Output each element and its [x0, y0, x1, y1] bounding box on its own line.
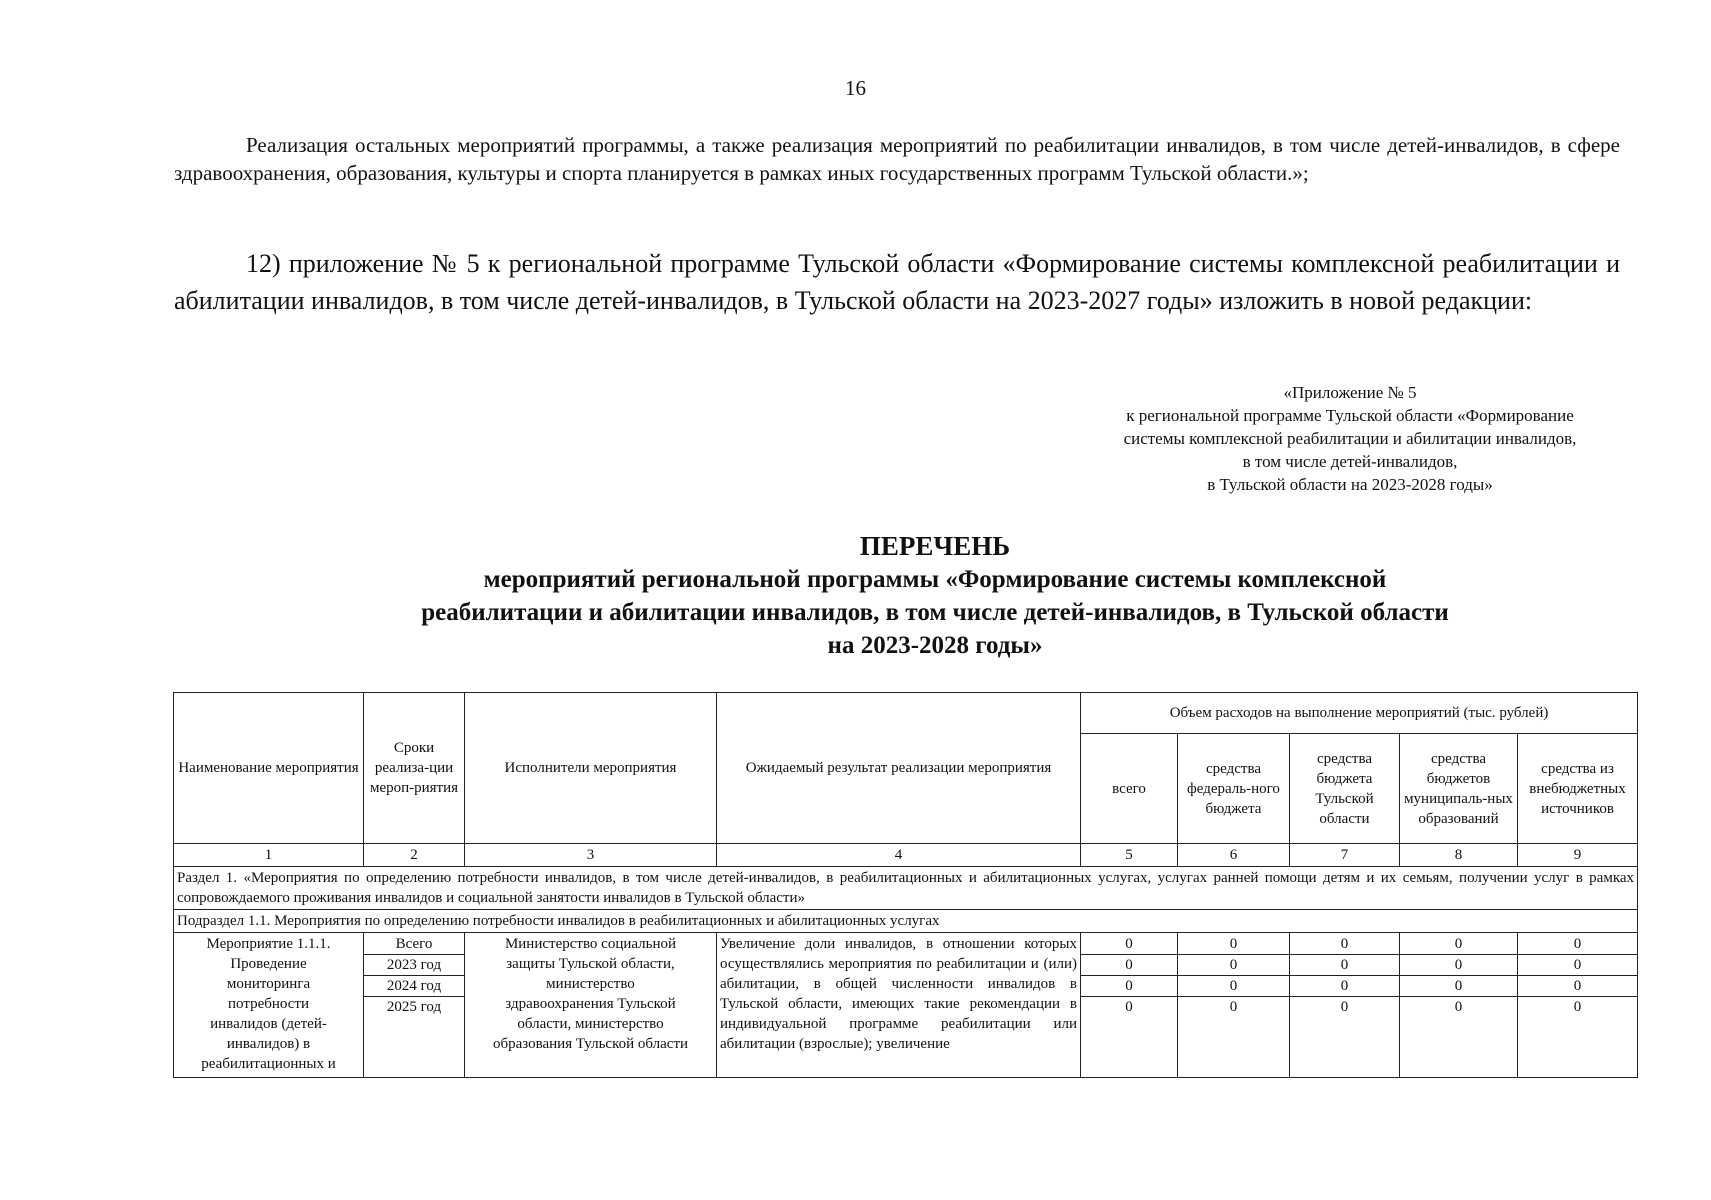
value-cell: 0 — [1340, 999, 1349, 1015]
activity-name-line: Проведение — [230, 956, 307, 972]
appendix-line: к региональной программе Тульской области «Формирование — [1126, 406, 1574, 425]
title-line: мероприятий региональной программы «Формирование системы комплексной — [483, 566, 1387, 593]
appendix-header — [1040, 381, 1660, 496]
activity-years — [364, 933, 465, 1078]
executor-line: министерство — [546, 976, 635, 992]
document-title — [300, 530, 1570, 662]
header-expenses-group: Объем расходов на выполнение мероприятий (тыс. рублей) — [1081, 693, 1638, 734]
value-cell: 0 — [1518, 934, 1637, 955]
values-regional — [1290, 933, 1400, 1078]
value-cell: 0 — [1178, 976, 1289, 997]
value-cell: 0 — [1178, 934, 1289, 955]
header-executors: Исполнители мероприятия — [465, 693, 717, 844]
appendix-line: системы комплексной реабилитации и абилитации инвалидов, — [1123, 429, 1577, 448]
activity-name-line: мониторинга — [226, 976, 311, 992]
section-1-title: Раздел 1. «Мероприятия по определению потребности инвалидов, в том числе детей-инвалидов, в реабилитационных и абилитационных услугах, услугах ранней помощи детям и их семьям, получении услуг в рамках сопровождаемого проживания инвалидов и социальной занятости инвалидов в Тульской области» — [174, 867, 1638, 910]
subsection-1-1-title: Подраздел 1.1. Мероприятия по определению потребности инвалидов в реабилитационных и абилитационных услугах — [174, 910, 1638, 933]
activity-name-line: реабилитационных и — [201, 1056, 336, 1072]
column-number: 2 — [364, 844, 465, 867]
value-cell: 0 — [1178, 955, 1289, 976]
value-cell: 0 — [1454, 999, 1463, 1015]
values-total — [1081, 933, 1178, 1078]
activity-row — [174, 933, 1638, 1078]
column-number: 6 — [1178, 844, 1290, 867]
column-number: 7 — [1290, 844, 1400, 867]
value-cell: 0 — [1081, 955, 1177, 976]
header-result: Ожидаемый результат реализации мероприятия — [717, 693, 1081, 844]
column-number: 8 — [1400, 844, 1518, 867]
value-cell: 0 — [1518, 976, 1637, 997]
activity-name-line: инвалидов (детей- — [210, 1016, 327, 1032]
column-number: 4 — [717, 844, 1081, 867]
header-total: всего — [1081, 734, 1178, 844]
value-cell: 0 — [1573, 999, 1582, 1015]
executor-line: области, министерство — [517, 1016, 664, 1032]
title-main: ПЕРЕЧЕНЬ — [859, 531, 1011, 561]
year-cell: 2025 год — [386, 999, 442, 1015]
year-cell: Всего — [364, 934, 464, 955]
activity-name — [174, 933, 364, 1078]
values-extra — [1518, 933, 1638, 1078]
values-federal — [1178, 933, 1290, 1078]
column-number: 5 — [1081, 844, 1178, 867]
values-municipal — [1400, 933, 1518, 1078]
header-municipal: средства бюджетов муниципаль-ных образований — [1400, 734, 1518, 844]
value-cell: 0 — [1400, 955, 1517, 976]
activity-name-line: инвалидов) в — [226, 1036, 311, 1052]
value-cell: 0 — [1290, 976, 1399, 997]
activities-table — [173, 692, 1638, 1078]
activity-name-line: Мероприятие 1.1.1. — [206, 936, 331, 952]
column-numbers-row — [174, 844, 1638, 867]
activity-executors — [465, 933, 717, 1078]
year-cell: 2023 год — [364, 955, 464, 976]
year-cell: 2024 год — [364, 976, 464, 997]
header-extra: средства из внебюджетных источников — [1518, 734, 1638, 844]
value-cell: 0 — [1229, 999, 1238, 1015]
paragraph-implementation: Реализация остальных мероприятий программы, а также реализация мероприятий по реабилитации инвалидов, в том числе детей-инвалидов, в сфере здравоохранения, образования, культуры и спорта планируется в рамках иных государственных программ Тульской области.»; — [174, 133, 1620, 185]
executor-line: образования Тульской области — [492, 1036, 689, 1052]
activity-result: Увеличение доли инвалидов, в отношении которых осуществлялись мероприятия по реабилитации и (или) абилитации, в общей численности инвалидов в Тульской области, имеющих такие рекомендации в индивидуальной программе реабилитации или абилитации (взрослые); увеличение — [717, 933, 1081, 1078]
header-regional: средства бюджета Тульской области — [1290, 734, 1400, 844]
column-number: 1 — [174, 844, 364, 867]
column-number: 3 — [465, 844, 717, 867]
value-cell: 0 — [1081, 976, 1177, 997]
paragraph-amendment-12: 12) приложение № 5 к региональной программе Тульской области «Формирование системы комплексной реабилитации и абилитации инвалидов, в том числе детей-инвалидов, в Тульской области на 2023-2027 годы» изложить в новой редакции: — [174, 249, 1620, 315]
header-name: Наименование мероприятия — [174, 693, 364, 844]
title-line: реабилитации и абилитации инвалидов, в том числе детей-инвалидов, в Тульской области — [421, 599, 1449, 626]
value-cell: 0 — [1518, 955, 1637, 976]
activity-name-line: потребности — [228, 996, 309, 1012]
value-cell: 0 — [1081, 934, 1177, 955]
title-line: на 2023-2028 годы» — [827, 632, 1043, 659]
header-federal: средства федераль-ного бюджета — [1178, 734, 1290, 844]
header-terms: Сроки реализа-ции мероп-риятия — [364, 693, 465, 844]
section-row — [174, 867, 1638, 910]
executor-line: здравоохранения Тульской — [505, 996, 676, 1012]
appendix-line: в том числе детей-инвалидов, — [1242, 452, 1458, 471]
column-number: 9 — [1518, 844, 1638, 867]
value-cell: 0 — [1125, 999, 1133, 1015]
executor-line: Министерство социальной — [504, 936, 677, 952]
appendix-line: «Приложение № 5 — [1283, 383, 1417, 402]
page-number: 16 — [845, 76, 866, 100]
value-cell: 0 — [1290, 955, 1399, 976]
value-cell: 0 — [1290, 934, 1399, 955]
subsection-row — [174, 910, 1638, 933]
value-cell: 0 — [1400, 976, 1517, 997]
appendix-line: в Тульской области на 2023-2028 годы» — [1207, 475, 1493, 494]
header-row — [174, 693, 1638, 734]
executor-line: защиты Тульской области, — [506, 956, 675, 972]
value-cell: 0 — [1400, 934, 1517, 955]
